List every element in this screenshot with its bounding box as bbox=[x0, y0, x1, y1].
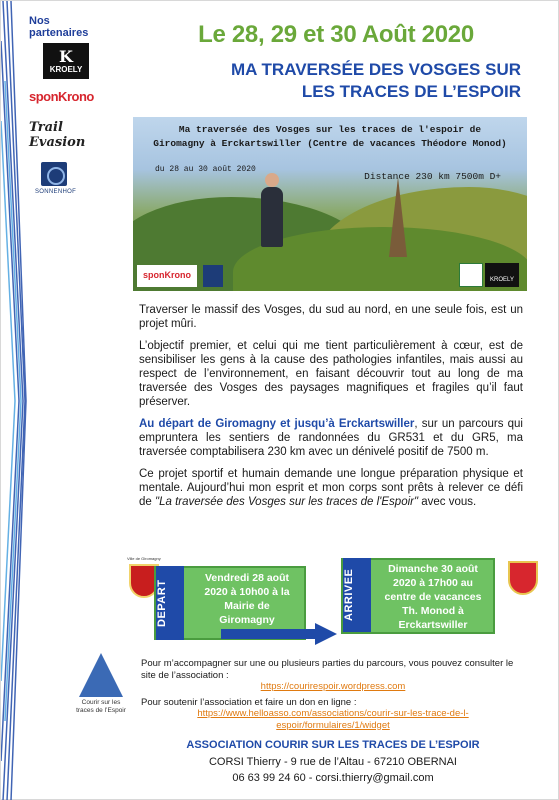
event-date-title: Le 28, 29 et 30 Août 2020 bbox=[198, 21, 474, 48]
association-name: ASSOCIATION COURIR SUR LES TRACES DE L’ESPOIR bbox=[186, 739, 480, 751]
arrivee-tab: ARRIVEE bbox=[343, 558, 371, 632]
sonnenhof-logo-text: SONNENHOF bbox=[35, 189, 77, 195]
route-arrow-head bbox=[315, 623, 337, 645]
footer-info bbox=[141, 658, 525, 731]
depart-line2: 2020 à 10h00 à la bbox=[204, 586, 290, 598]
giromagny-coat-of-arms-label: Ville de Giromagny bbox=[127, 556, 161, 561]
kroely-logo-text: KROELY bbox=[49, 65, 83, 74]
sponsors-title-line2: partenaires bbox=[29, 27, 89, 39]
event-subtitle-line2: LES TRACES DE L’ESPOIR bbox=[301, 82, 521, 101]
body-paragraph-1: Traverser le massif des Vosges, du sud au nord, en une seule fois, est un projet mûri. bbox=[139, 304, 523, 330]
arrivee-line4: Th. Monod à bbox=[402, 605, 464, 617]
sponkrono-logo-text: sponKrono bbox=[29, 89, 94, 104]
association-logo-caption-line1: Courir sur les bbox=[81, 699, 121, 706]
trail-evasion-logo-text: Trail Evasion bbox=[29, 120, 86, 150]
depart-tab: DEPART bbox=[156, 566, 184, 640]
association-logo-caption bbox=[73, 699, 129, 715]
body-text bbox=[139, 303, 523, 517]
erckartswiller-coat-of-arms bbox=[508, 561, 538, 595]
route-arrow-shaft bbox=[221, 629, 317, 639]
depart-line1: Vendredi 28 août bbox=[204, 572, 290, 584]
donate-link-line1[interactable]: https://www.helloasso.com/associations/courir-sur-les-trace-de-l- bbox=[197, 708, 469, 719]
body-paragraph-3-highlight: Au départ de Giromagny et jusqu’à Erckartswiller bbox=[139, 418, 415, 430]
association-logo-caption-line2: traces de l’Espoir bbox=[76, 707, 126, 714]
banner-image bbox=[133, 117, 527, 291]
accompany-text: Pour m’accompagner sur une ou plusieurs parties du parcours, vous pouvez consulter le site de l’association : bbox=[141, 658, 514, 681]
depart-line3: Mairie de bbox=[224, 600, 270, 612]
banner-title bbox=[133, 123, 527, 151]
body-paragraph-4-quote: "La traversée des Vosges sur les traces de l'Espoir" bbox=[155, 496, 419, 508]
body-paragraph-4-start: Ce projet sportif et humain demande une longue préparation physique et mentale. Aujourd’hui mon esprit et mon corps sont prêts à relever ce défi de bbox=[139, 468, 523, 508]
runner-figure bbox=[261, 187, 283, 247]
trail-evasion-logo bbox=[29, 120, 109, 150]
sponsors-title-line1: Nos bbox=[29, 15, 50, 27]
sponsors-title bbox=[29, 15, 109, 39]
sponsors-column bbox=[29, 15, 109, 195]
banner-title-line1: Ma traversée des Vosges sur les traces de l'espoir de bbox=[178, 124, 482, 135]
banner-mountain-logo bbox=[459, 263, 483, 287]
banner-dates: du 28 au 30 août 2020 bbox=[155, 165, 256, 174]
body-paragraph-4-end: avec vous. bbox=[418, 496, 477, 508]
arrivee-line2: 2020 à 17h00 au bbox=[393, 577, 473, 589]
body-paragraph-3 bbox=[139, 417, 523, 459]
donate-text: Pour soutenir l’association et faire un don en ligne : bbox=[141, 696, 357, 708]
sonnenhof-logo bbox=[29, 162, 109, 195]
banner-title-line2: Giromagny à Erckartswiller (Centre de vacances Théodore Monod) bbox=[153, 138, 507, 149]
association-site-link[interactable]: https://courirespoir.wordpress.com bbox=[260, 681, 406, 692]
arrivee-line3: centre de vacances bbox=[384, 591, 482, 603]
association-logo bbox=[73, 653, 129, 715]
decorative-stripes bbox=[1, 1, 27, 800]
association-address: CORSI Thierry - 9 rue de l’Altau - 67210 OBERNAI bbox=[208, 756, 457, 768]
banner-sonnenhof-logo bbox=[203, 265, 223, 287]
arrivee-line1: Dimanche 30 août bbox=[388, 563, 478, 575]
mountain-runner-icon bbox=[79, 653, 123, 697]
arrivee-line5: Erckartswiller bbox=[398, 619, 468, 631]
association-contact: 06 63 99 24 60 - corsi.thierry@gmail.com bbox=[232, 772, 434, 784]
donate-link-line2[interactable]: espoir/formulaires/1/widget bbox=[276, 719, 390, 731]
banner-distance: Distance 230 km 7500m D+ bbox=[364, 171, 501, 182]
event-subtitle-line1: MA TRAVERSÉE DES VOSGES SUR bbox=[231, 60, 521, 79]
arrivee-text bbox=[373, 562, 493, 632]
kroely-logo: K KROELY bbox=[43, 43, 89, 79]
body-paragraph-3-rest: , sur un parcours qui empruntera les sentiers de randonnées du GR531 et du GR5, ma traversée comptabilisera 230 km avec un dénivelé positif de 7500 m. bbox=[139, 418, 523, 458]
body-paragraph-2: L’objectif premier, et celui qui me tient particulièrement à cœur, est de sensibiliser les gens à la cause des pathologies infantiles, mais aussi au respect de l’environnement, en faisant découvrir tout au long de ma traversée des Vosges des paysages magnifiques et fragiles qu’il faut préserver. bbox=[139, 340, 523, 408]
banner-sponkrono-logo: sponKrono bbox=[137, 265, 197, 287]
sonnenhof-logo-icon bbox=[41, 162, 67, 186]
sponkrono-logo bbox=[29, 89, 109, 110]
body-paragraph-4 bbox=[139, 467, 523, 509]
banner-kroely-logo: KROELY bbox=[485, 263, 519, 287]
event-subtitle bbox=[121, 59, 551, 103]
depart-text bbox=[189, 571, 305, 627]
depart-line4: Giromagny bbox=[219, 614, 275, 626]
